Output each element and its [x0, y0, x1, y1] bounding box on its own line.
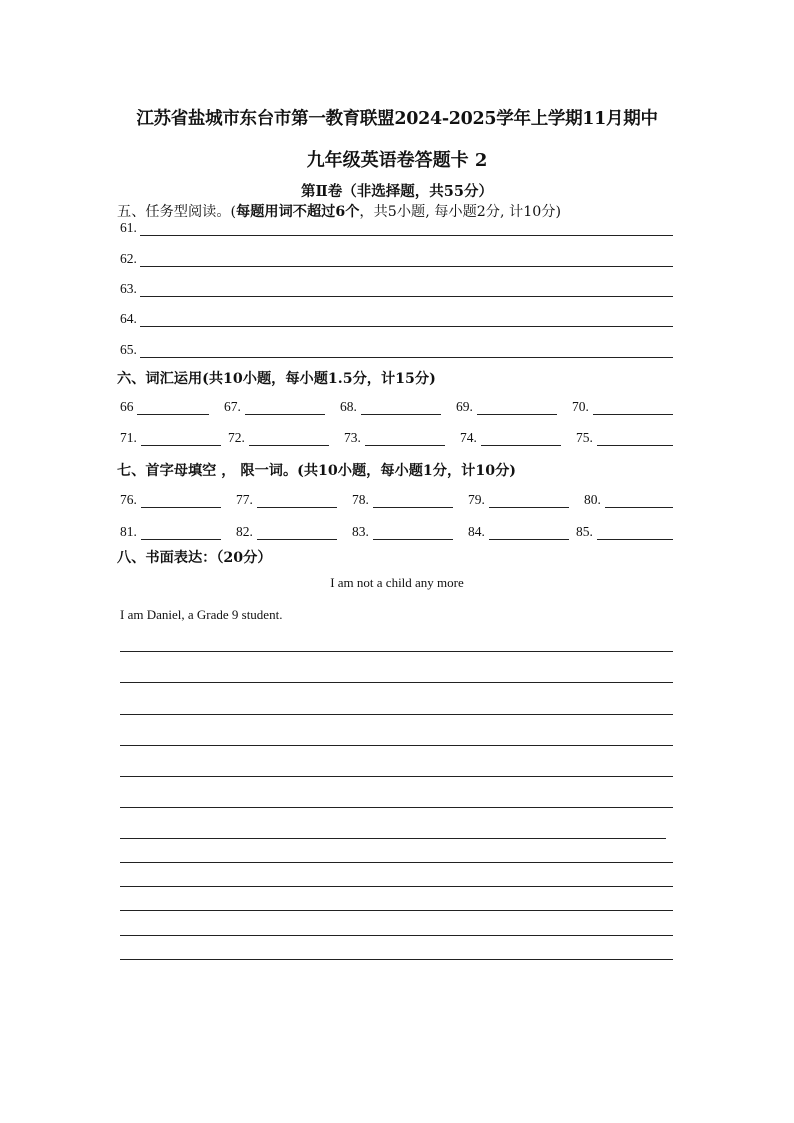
answer-rule	[373, 507, 453, 508]
answer-line-63[interactable]	[120, 280, 673, 298]
answer-rule	[140, 235, 673, 236]
question-number: 62.	[120, 251, 137, 266]
question-number: 69.	[456, 399, 473, 414]
writing-line[interactable]	[120, 714, 673, 715]
writing-line[interactable]	[120, 910, 673, 911]
answer-rule	[140, 357, 673, 358]
blank-74[interactable]	[460, 429, 561, 447]
answer-rule	[489, 507, 569, 508]
blank-84[interactable]	[468, 523, 569, 541]
writing-line[interactable]	[120, 886, 673, 887]
section5-heading-suffix: ，共5小题, 每小题2分, 计10分)	[359, 204, 561, 220]
answer-rule	[361, 414, 441, 415]
blank-67[interactable]	[224, 398, 325, 416]
blank-71[interactable]	[120, 429, 221, 447]
blank-76[interactable]	[120, 491, 221, 509]
blank-83[interactable]	[352, 523, 453, 541]
answer-rule	[257, 539, 337, 540]
blank-66[interactable]	[120, 398, 209, 416]
answer-line-65[interactable]	[120, 341, 673, 359]
question-number: 74.	[460, 430, 477, 445]
writing-line[interactable]	[120, 682, 673, 683]
writing-line[interactable]	[120, 745, 673, 746]
answer-rule	[593, 414, 673, 415]
answer-rule	[141, 445, 221, 446]
question-number: 78.	[352, 492, 369, 507]
answer-rule	[481, 445, 561, 446]
question-number: 72.	[228, 430, 245, 445]
writing-line[interactable]	[120, 776, 673, 777]
section5-heading	[117, 201, 561, 221]
blank-80[interactable]	[584, 491, 673, 509]
blank-77[interactable]	[236, 491, 337, 509]
part-label: 第Ⅱ卷（非选择题，共55分）	[301, 183, 493, 200]
question-number: 82.	[236, 524, 253, 539]
question-number: 85.	[576, 524, 593, 539]
answer-line-62[interactable]	[120, 250, 673, 268]
answer-rule	[489, 539, 569, 540]
question-number: 79.	[468, 492, 485, 507]
page-title: 江苏省盐城市东台市第一教育联盟2024-2025学年上学期11月期中	[136, 109, 658, 129]
blank-81[interactable]	[120, 523, 221, 541]
blank-78[interactable]	[352, 491, 453, 509]
question-number: 67.	[224, 399, 241, 414]
essay-opening-sentence: I am Daniel, a Grade 9 student.	[120, 607, 283, 622]
blank-73[interactable]	[344, 429, 445, 447]
question-number: 84.	[468, 524, 485, 539]
answer-line-61[interactable]	[120, 219, 673, 237]
writing-line[interactable]	[120, 959, 673, 960]
question-number: 68.	[340, 399, 357, 414]
blank-79[interactable]	[468, 491, 569, 509]
writing-line[interactable]	[120, 838, 666, 839]
question-number: 81.	[120, 524, 137, 539]
answer-rule	[141, 539, 221, 540]
question-number: 64.	[120, 311, 137, 326]
answer-rule	[597, 445, 673, 446]
blank-72[interactable]	[228, 429, 329, 447]
answer-rule	[140, 326, 673, 327]
answer-rule	[257, 507, 337, 508]
blank-82[interactable]	[236, 523, 337, 541]
section6-heading: 六、词汇运用(共10小题，每小题1.5分，计15分)	[117, 371, 436, 387]
question-number: 71.	[120, 430, 137, 445]
question-number: 61.	[120, 220, 137, 235]
answer-rule	[137, 414, 209, 415]
question-number: 77.	[236, 492, 253, 507]
answer-rule	[373, 539, 453, 540]
question-number: 63.	[120, 281, 137, 296]
answer-rule	[141, 507, 221, 508]
question-number: 83.	[352, 524, 369, 539]
section5-heading-prefix: 五、任务型阅读。(	[117, 204, 237, 220]
answer-rule	[249, 445, 329, 446]
blank-70[interactable]	[572, 398, 673, 416]
essay-title: I am not a child any more	[330, 575, 464, 590]
writing-line[interactable]	[120, 935, 673, 936]
question-number: 70.	[572, 399, 589, 414]
answer-rule	[477, 414, 557, 415]
blank-68[interactable]	[340, 398, 441, 416]
question-number: 76.	[120, 492, 137, 507]
writing-line[interactable]	[120, 862, 673, 863]
writing-line[interactable]	[120, 807, 673, 808]
question-number: 73.	[344, 430, 361, 445]
answer-sheet-title: 九年级英语卷答题卡 2	[306, 150, 488, 171]
answer-line-64[interactable]	[120, 310, 673, 328]
answer-rule	[245, 414, 325, 415]
section5-heading-bold: 每题用词不超过6个	[236, 204, 360, 220]
question-number: 80.	[584, 492, 601, 507]
answer-rule	[597, 539, 673, 540]
question-number: 66	[120, 399, 134, 414]
blank-75[interactable]	[576, 429, 673, 447]
question-number: 75.	[576, 430, 593, 445]
writing-line[interactable]	[120, 651, 673, 652]
answer-rule	[140, 296, 673, 297]
answer-rule	[605, 507, 673, 508]
question-number: 65.	[120, 342, 137, 357]
blank-85[interactable]	[576, 523, 673, 541]
blank-69[interactable]	[456, 398, 557, 416]
answer-rule	[140, 266, 673, 267]
section7-heading: 七、首字母填空 ， 限一词。(共10小题，每小题1分，计10分)	[117, 463, 516, 479]
section8-heading: 八、书面表达：（20分）	[117, 550, 272, 566]
answer-rule	[365, 445, 445, 446]
